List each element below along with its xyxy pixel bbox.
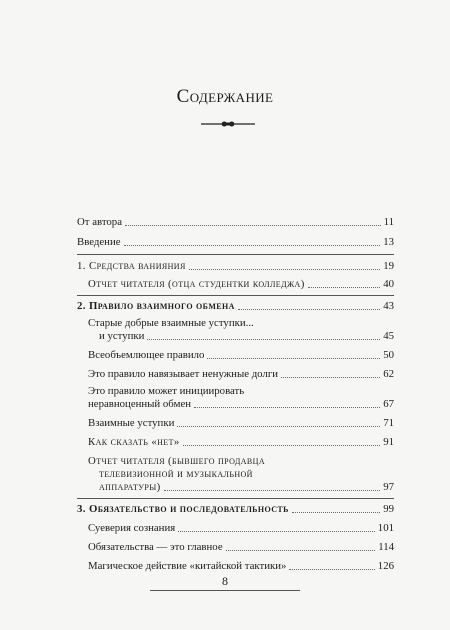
divider (77, 295, 394, 296)
toc-entry[interactable] (77, 435, 394, 449)
toc-entry-page: 91 (383, 436, 394, 448)
toc-entry[interactable] (77, 215, 394, 229)
divider (77, 498, 394, 499)
divider (77, 254, 394, 255)
toc-entry-page: 19 (383, 260, 394, 272)
toc-entry-page: 67 (383, 398, 394, 410)
toc-entry-title-line: телевизионной и музыкальной (99, 468, 253, 480)
leader-dots (189, 269, 380, 270)
leader-dots (308, 287, 381, 288)
toc-entry-title: Обязательства — это главное (88, 541, 223, 553)
decorative-flourish-icon (201, 118, 255, 130)
toc-entry-title: Суеверия сознания (88, 522, 176, 534)
toc-chapter-title: 1. Средства ванияния (77, 260, 186, 272)
toc-entry[interactable] (77, 277, 394, 291)
toc-entry-page: 40 (383, 278, 394, 290)
toc-entry-title: Всеобъемлющее правило (88, 349, 205, 361)
toc-chapter[interactable] (77, 299, 394, 313)
toc-entry[interactable] (77, 329, 394, 343)
toc-entry-title: Магическое действие «китайской тактики» (88, 560, 287, 572)
toc-entry-page: 13 (383, 236, 394, 248)
toc-entry-page: 114 (378, 541, 394, 553)
toc-entry-page: 71 (383, 417, 394, 429)
toc-entry[interactable] (77, 480, 394, 494)
toc-entry-title: Отчет читателя (отца студентки колледжа) (88, 278, 305, 290)
leader-dots (178, 531, 375, 532)
toc-entry-page: 50 (383, 349, 394, 361)
leader-dots (183, 445, 381, 446)
toc-entry-page: 101 (377, 522, 394, 534)
leader-dots (194, 407, 380, 408)
toc-entry-title: Взаимные уступки (88, 417, 175, 429)
toc-entry[interactable] (77, 348, 394, 362)
leader-dots (281, 377, 380, 378)
toc-entry-title-line: Старые добрые взаимные уступки... (88, 317, 254, 329)
toc-chapter-title: 2. Правило взаимного обмена (77, 300, 235, 312)
toc-entry-page: 126 (377, 560, 394, 572)
leader-dots (147, 339, 380, 340)
toc-entry[interactable] (77, 397, 394, 411)
leader-dots (125, 225, 381, 226)
toc-entry[interactable] (77, 367, 394, 381)
footer-rule (150, 590, 300, 591)
leader-dots (238, 309, 380, 310)
leader-dots (207, 358, 380, 359)
toc-entry-page: 99 (383, 503, 394, 515)
toc-chapter[interactable] (77, 502, 394, 516)
toc-entry-page: 62 (383, 368, 394, 380)
toc-entry[interactable] (77, 559, 394, 573)
toc-entry-page: 45 (383, 330, 394, 342)
page-title: Содержание (176, 86, 274, 107)
leader-dots (226, 550, 376, 551)
toc-chapter-title: 3. Обязательство и последовательность (77, 503, 289, 515)
toc-entry-title: Введение (77, 236, 121, 248)
toc-entry-title: неравноценный обмен (88, 398, 192, 410)
toc-entry-title: Как сказать «нет» (88, 436, 180, 448)
leader-dots (292, 512, 380, 513)
toc-entry-title: От автора (77, 216, 123, 228)
leader-dots (289, 569, 374, 570)
leader-dots (124, 245, 381, 246)
toc-entry-title: аппаратуры) (99, 481, 161, 493)
leader-dots (177, 426, 380, 427)
toc-entry-title-line: Отчет читателя (бывшего продавца (88, 455, 266, 467)
toc-entry-title: и уступки (99, 330, 145, 342)
toc-entry[interactable] (77, 521, 394, 535)
leader-dots (164, 490, 381, 491)
toc-entry[interactable] (77, 416, 394, 430)
toc-chapter[interactable] (77, 259, 394, 273)
toc-entry[interactable] (77, 540, 394, 554)
toc-entry-title: Это правило навязывает ненужные долги (88, 368, 279, 380)
toc-entry-page: 97 (383, 481, 394, 493)
toc-entry[interactable] (77, 235, 394, 249)
toc-entry-page: 43 (383, 300, 394, 312)
toc-entry-page: 11 (383, 216, 394, 228)
page-number: 8 (222, 574, 228, 588)
toc-entry-title-line: Это правило может инициировать (88, 385, 245, 397)
